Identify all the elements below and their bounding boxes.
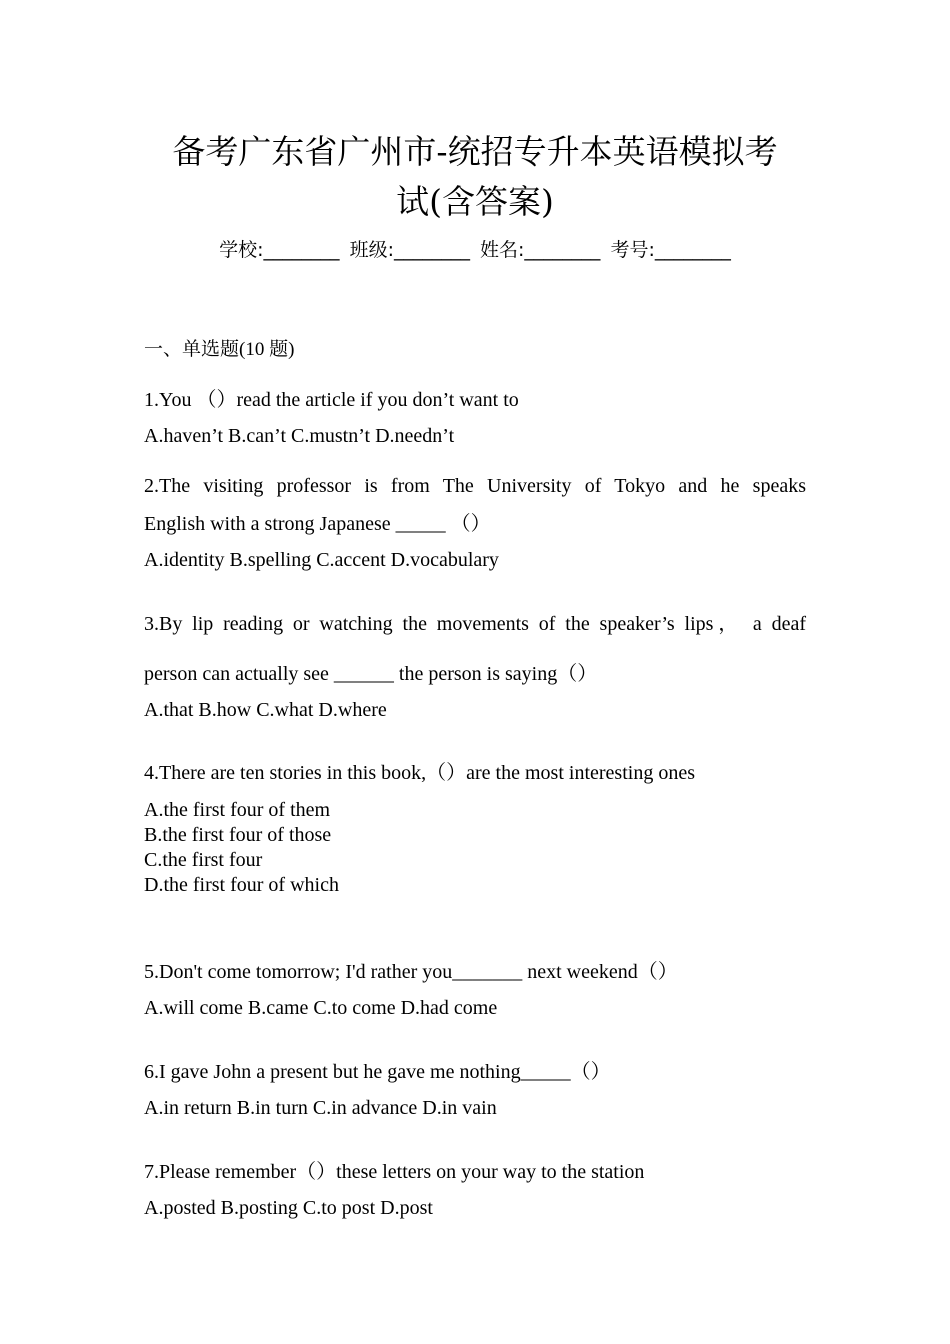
- section-heading: 一、单选题(10 题): [144, 339, 295, 360]
- question-2-stem-line-2: English with a strong Japanese _____ （）: [144, 513, 491, 535]
- question-4-option-d: D.the first four of which: [144, 874, 339, 896]
- student-info-row: [0, 236, 950, 264]
- question-1-options: A.haven’t B.can’t C.mustn’t D.needn’t: [144, 425, 455, 447]
- question-3-options: A.that B.how C.what D.where: [144, 699, 387, 721]
- question-3-stem-line-2: person can actually see ______ the person is saying（）: [144, 663, 598, 685]
- exam-number-field: 考号:________: [610, 239, 731, 261]
- question-4-option-c: C.the first four: [144, 849, 263, 871]
- class-field: 班级:________: [349, 239, 470, 261]
- question-1-stem: 1.You （）read the article if you don’t want to: [144, 389, 519, 411]
- question-7-stem: 7.Please remember（）these letters on your way to the station: [144, 1161, 645, 1183]
- question-6-options: A.in return B.in turn C.in advance D.in vain: [144, 1097, 497, 1119]
- question-5-options: A.will come B.came C.to come D.had come: [144, 997, 498, 1019]
- question-2-stem-line-1: 2.The visiting professor is from The University of Tokyo and he speaks: [144, 475, 806, 497]
- question-3-stem-line-1: 3.By lip reading or watching the movements of the speaker’s lips， a deaf: [144, 613, 806, 635]
- exam-title-line-2: 试(含答案): [396, 182, 554, 221]
- name-field: 姓名:________: [480, 239, 601, 261]
- question-4-option-b: B.the first four of those: [144, 824, 332, 846]
- question-4-option-a: A.the first four of them: [144, 799, 331, 821]
- question-4-stem: 4.There are ten stories in this book,（）are the most interesting ones: [144, 762, 695, 784]
- exam-title-line-1: 备考广东省广州市-统招专升本英语模拟考: [172, 132, 778, 171]
- question-5-stem: 5.Don't come tomorrow; I'd rather you_______ next weekend（）: [144, 961, 678, 983]
- school-field: 学校:________: [219, 239, 340, 261]
- question-2-options: A.identity B.spelling C.accent D.vocabulary: [144, 549, 499, 571]
- question-7-options: A.posted B.posting C.to post D.post: [144, 1197, 433, 1219]
- question-6-stem: 6.I gave John a present but he gave me nothing_____（）: [144, 1061, 611, 1083]
